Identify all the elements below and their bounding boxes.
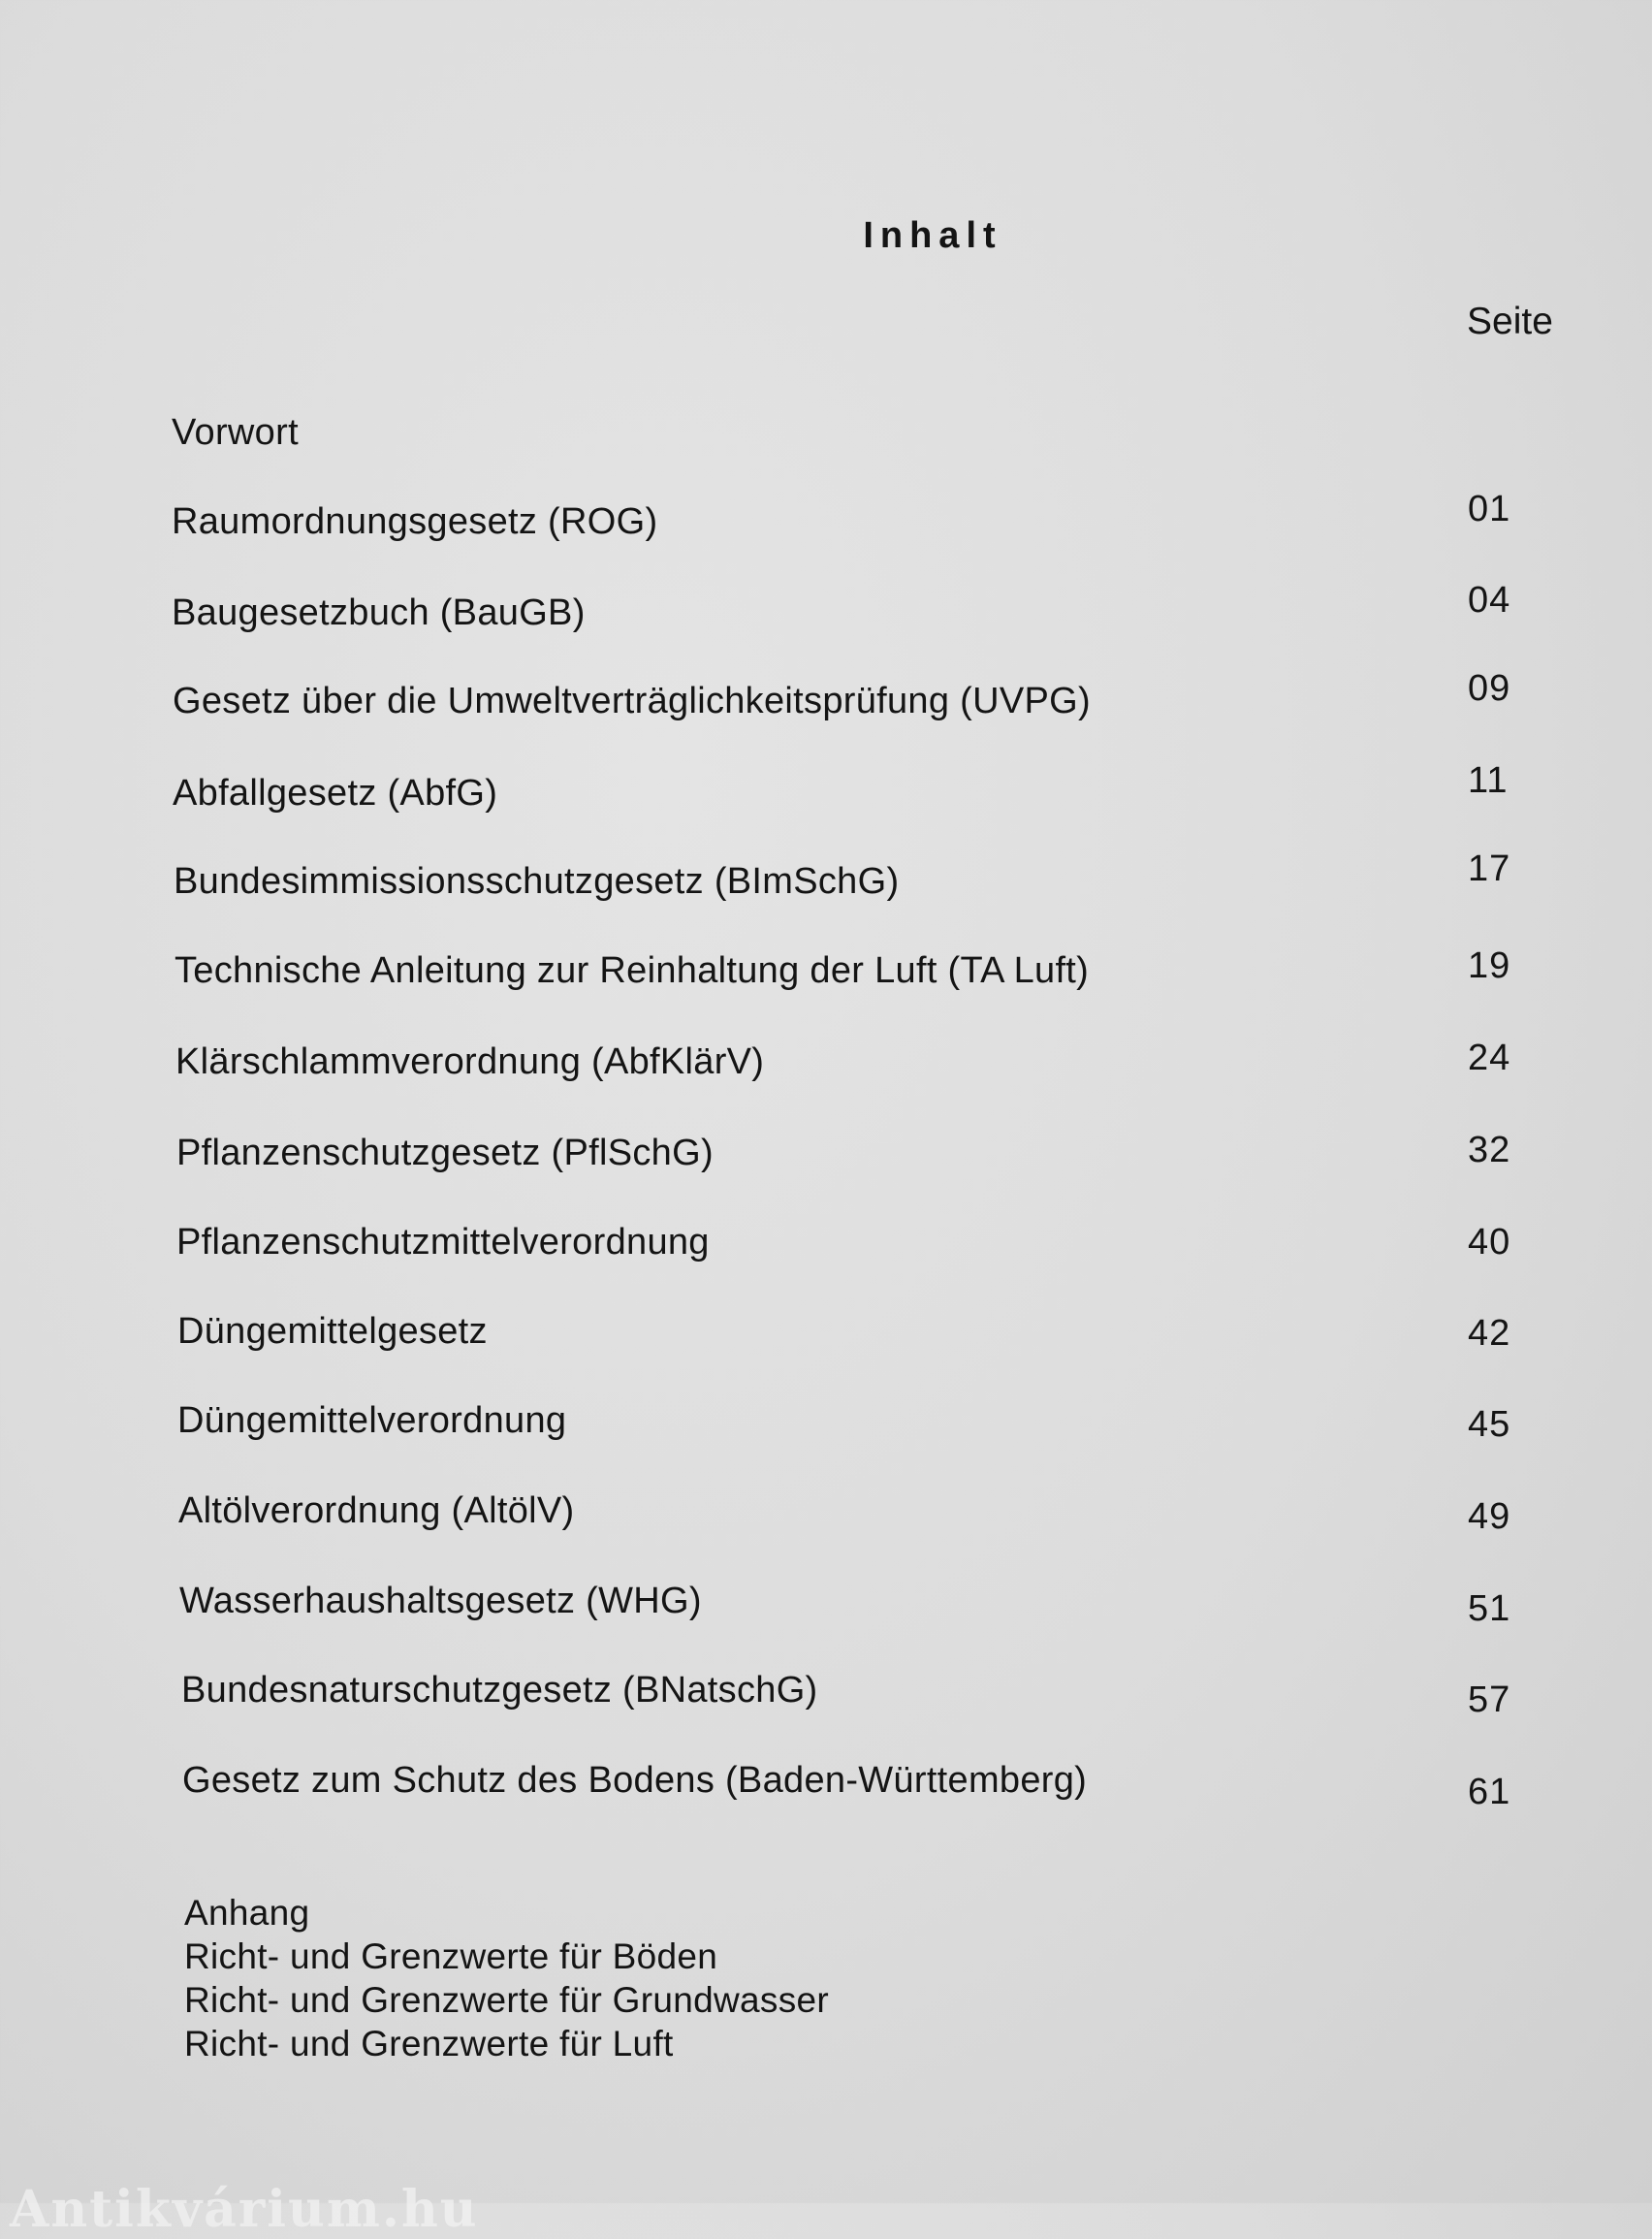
toc-entry: [0, 945, 1652, 1008]
appendix-item: Richt- und Grenzwerte für Luft: [184, 2024, 674, 2063]
toc-entry-title: Bundesnaturschutzgesetz (BNatschG): [181, 1670, 818, 1711]
toc-entry-title: Baugesetzbuch (BauGB): [172, 592, 586, 633]
toc-entry: [0, 1670, 1652, 1728]
toc-entry-page: 01: [1468, 489, 1511, 529]
toc-entry-page: 57: [1468, 1679, 1511, 1720]
toc-entry-page: 61: [1468, 1772, 1511, 1812]
appendix-heading: Anhang: [184, 1893, 310, 1933]
appendix-item: Richt- und Grenzwerte für Böden: [184, 1936, 718, 1976]
toc-entry: [0, 1222, 1652, 1280]
toc-entry-title: Bundesimmissionsschutzgesetz (BImSchG): [174, 861, 900, 902]
toc-entry: [0, 1581, 1652, 1639]
toc-entry-page: 49: [1468, 1496, 1511, 1537]
toc-entry-page: 09: [1468, 668, 1511, 709]
toc-entry-page: 32: [1468, 1130, 1511, 1170]
appendix-item: Richt- und Grenzwerte für Grundwasser: [184, 1980, 830, 2020]
toc-entry-page: 51: [1468, 1588, 1511, 1629]
page-title: Inhalt: [863, 215, 1002, 256]
toc-entry: [0, 1760, 1652, 1818]
toc-entry: [0, 1400, 1652, 1458]
toc-entry-page: 04: [1468, 580, 1511, 621]
toc-entry: [0, 580, 1652, 651]
toc-entry-page: 45: [1468, 1404, 1511, 1445]
page-column-header: Seite: [1467, 301, 1553, 342]
appendix-block: [184, 1891, 829, 2065]
toc-entry-page: 24: [1468, 1038, 1511, 1078]
toc-entry-title: Düngemittelgesetz: [177, 1311, 488, 1352]
toc-entry-title: Technische Anleitung zur Reinhaltung der Luft (TA Luft): [175, 950, 1090, 991]
toc-entry: [0, 1490, 1652, 1549]
toc-entry: [0, 412, 1652, 470]
toc-entry: [0, 489, 1652, 560]
toc-entry-title: Pflanzenschutzgesetz (PflSchG): [176, 1133, 714, 1173]
toc-entry: [0, 760, 1652, 831]
toc-entry-title: Gesetz über die Umweltverträglichkeitsprüfung (UVPG): [173, 681, 1091, 721]
toc-entry-title: Pflanzenschutzmittelverordnung: [176, 1222, 710, 1263]
toc-entry-title: Wasserhaushaltsgesetz (WHG): [179, 1581, 702, 1621]
toc-entry: [0, 1311, 1652, 1369]
toc-entry-title: Abfallgesetz (AbfG): [173, 773, 498, 814]
toc-entry: [0, 668, 1652, 739]
toc-entry-title: Klärschlammverordnung (AbfKlärV): [175, 1041, 765, 1082]
toc-entry: [0, 1038, 1652, 1100]
toc-entry-page: 19: [1468, 945, 1511, 986]
toc-entry-page: 17: [1468, 848, 1511, 889]
watermark: Antikvárium.hu: [10, 2180, 479, 2239]
toc-entry-title: Gesetz zum Schutz des Bodens (Baden-Württemberg): [182, 1760, 1088, 1801]
toc-entry-page: 42: [1468, 1313, 1511, 1354]
toc-entry-title: Düngemittelverordnung: [177, 1400, 567, 1441]
toc-entry-title: Vorwort: [172, 412, 299, 453]
toc-entry: [0, 848, 1652, 919]
toc-entry-page: 11: [1468, 760, 1509, 801]
toc-entry-title: Raumordnungsgesetz (ROG): [172, 501, 658, 542]
toc-entry-title: Altölverordnung (AltölV): [178, 1490, 575, 1531]
toc-entry-page: 40: [1468, 1222, 1511, 1263]
toc-entry: [0, 1130, 1652, 1191]
